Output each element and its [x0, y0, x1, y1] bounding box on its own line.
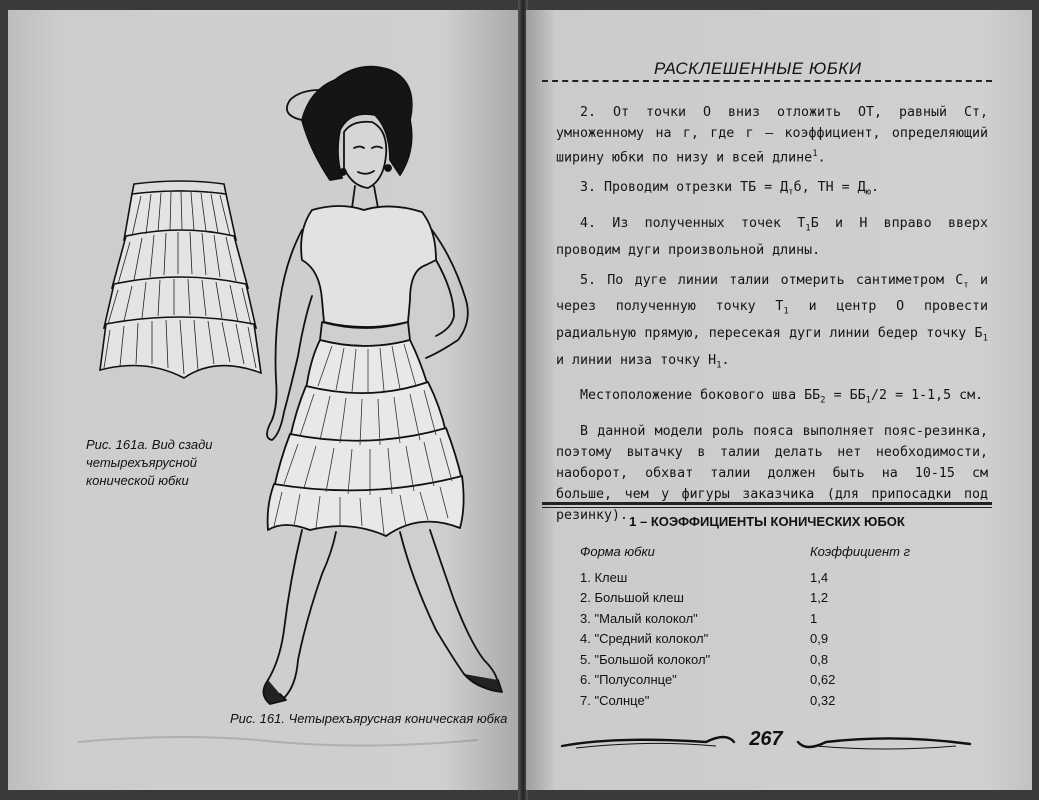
table-cell-coefficient: 0,62	[810, 672, 836, 688]
column-header-skirt-form: Форма юбки	[580, 544, 655, 559]
table-cell-coefficient: 1,4	[810, 569, 829, 585]
table-cell-coefficient: 0,8	[810, 651, 829, 667]
right-page	[526, 10, 1032, 790]
table-cell-form: 4. "Средний колокол"	[580, 631, 709, 647]
column-header-coefficient: Коэффициент г	[810, 544, 910, 559]
table-title: 1 – КОЭФФИЦИЕНТЫ КОНИЧЕСКИХ ЮБОК	[629, 514, 905, 529]
table-row	[580, 608, 960, 629]
left-page	[8, 10, 520, 790]
table-cell-form: 6. "Полусолнце"	[580, 672, 677, 688]
header-rule	[542, 80, 992, 82]
table-row	[580, 649, 960, 670]
table-header	[580, 544, 960, 559]
left-footer-ornament	[68, 730, 488, 750]
table-cell-coefficient: 0,32	[810, 692, 836, 708]
table-cell-coefficient: 0,9	[810, 631, 829, 647]
table-cell-form: 3. "Малый колокол"	[580, 610, 698, 626]
table-cell-form: 5. "Большой колокол"	[580, 651, 711, 667]
paragraph-5: 5. По дуге линии талии отмерить сантиметром $С_т$ и через полученную точку $Т_1$ и центр О провести радиальную прямую, пересекая дуги линии бедер точку $Б_1$ и линии низа точку $Н_1$.	[556, 272, 989, 371]
paragraph-6: Местоположение бокового шва $ББ_2 = ББ_1/2 = 1-1,5$ см.	[580, 388, 984, 407]
paragraph-2: 2. От точки О вниз отложить ОТ, равный Ст, умноженному на г, где г – коэффициент, определяющий ширину юбки по низу и всей длине$^1$.	[556, 105, 988, 166]
table-cell-form: 2. Большой клеш	[580, 590, 684, 606]
table-cell-form: 1. Клеш	[580, 569, 628, 585]
paragraph-3: 3. Проводим отрезки ТБ = $Д_тб$, ТН = $Д_ю$.	[580, 180, 880, 199]
table-cell-coefficient: 1,2	[810, 590, 829, 606]
table-row	[580, 670, 960, 691]
coefficients-table	[580, 544, 960, 711]
fashion-figure-illustration	[240, 60, 520, 710]
paragraph-4: 4. Из полученных точек $Т_1Б$ и Н вправо вверх проводим дуги произвольной длины.	[556, 216, 988, 258]
running-header: РАСКЛЕШЕННЫЕ ЮБКИ	[654, 59, 862, 78]
table-row	[580, 588, 960, 609]
paragraph-7: В данной модели роль пояса выполняет пояс-резинка, поэтому вытачку в талии делать нет необходимости, наоборот, обхват талии должен быть на 10-15 см больше, чем у фигуры заказчика (для припосадки под резинку).	[556, 424, 988, 524]
body-text	[556, 102, 988, 535]
table-cell-coefficient: 1	[810, 610, 818, 626]
table-cell-form: 7. "Солнце"	[580, 692, 650, 708]
figure-161a-caption: Рис. 161а. Вид сзади четырехъярусной конической юбки	[86, 437, 213, 488]
section-rule	[542, 502, 992, 508]
table-row	[580, 629, 960, 650]
table-row	[580, 567, 960, 588]
table-row	[580, 690, 960, 711]
page-number: 267	[749, 728, 783, 750]
figure-161-caption: Рис. 161. Четырехъярусная коническая юбка	[230, 711, 508, 726]
